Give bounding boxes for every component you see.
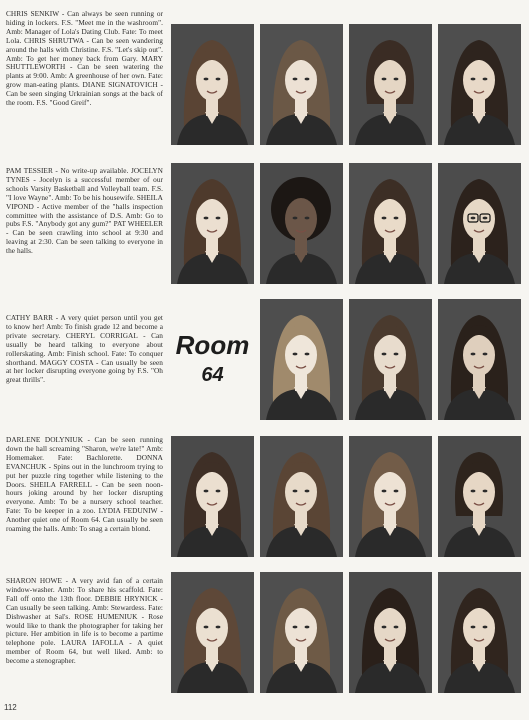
caption-text: CHRIS SENKIW - Can always be seen running or hiding in lockers. F.S. "Meet me in the washroom". Amb: Manager of Lola's Dating Club. Fate: To meet Lola. CHRIS SHRUTWA - Can be seen wandering around the halls with Christine. F.S. "Let's skip out". Amb: To get her money back from Gary. MARY SHUTTLEWORTH - Can be seen watering the plants at 9:00. Amb: A greenhouse of her own. Fate: grow man-eating plants. DIANE SIGNATOVICH - Can be seen singing Urkrainian songs at the back of the room. F.S. "Good Greif". <box>6 9 163 108</box>
room-word: Room <box>175 330 250 360</box>
caption-block-3 <box>6 314 163 385</box>
student-photo <box>260 299 343 420</box>
caption-block-2 <box>6 167 163 256</box>
room-label <box>171 330 254 400</box>
caption-text: PAM TESSIER - No write-up available. JOCELYN TYNES - Jocelyn is a successful member of our schools Varsity Basketball and Volleyball team. F.S. "I love Wayne". Amb: To be his housewife. SHEILA VIPOND - Active member of the "halls inspection committee with the assistance of D.S. Amb: Go to pubs F.S. "Anybody got any gum?" PAT WHEELER - Can be seen crawling into school at 9:30 and leaving at 2:30. Can be seen talking to everyone in the halls. <box>6 166 163 256</box>
student-photo <box>438 24 521 145</box>
caption-text: CATHY BARR - A very quiet person until you get to know her! Amb: To finish grade 12 and become a private secretary. CHERYL CORRIGAL - Can usually be heard talking to everyone about rollerskating. Amb: Finish school. Fate: To conquer shorthand. MAGGY COSTA - Can usually be seen at her locker disrupting everyone going by F.S. "Oh great thrills". <box>6 313 163 385</box>
room-number: 64 <box>201 364 224 386</box>
student-photo <box>438 163 521 284</box>
caption-block-4 <box>6 436 163 534</box>
photo-row <box>171 572 520 693</box>
student-photo <box>349 299 432 420</box>
photo-row <box>171 24 520 145</box>
student-photo <box>349 436 432 557</box>
photo-row <box>171 163 520 284</box>
student-photo <box>260 24 343 145</box>
caption-block-5 <box>6 577 163 666</box>
student-photo <box>171 163 254 284</box>
student-photo <box>171 24 254 145</box>
caption-text: DARLENE DOLYNIUK - Can be seen running down the hall screaming "Sharon, we're late!" Amb: Homemaker. Fate: Bachlorette. DONNA EVANCHUK - Spins out in the lunchroom trying to put her puzzle ring together while listening to the Doors. SHEILA FARRELL - Can be seen noon-hours joking around by her locker disrupting everyone. Amb: To be a nursery school teacher. Fate: To be keeper in a zoo. LYDIA FEDUNIW - Another quiet one of Room 64. Can usually be seen roaming the halls. Amb: To snag a certain blond. <box>6 435 163 534</box>
student-photo <box>438 572 521 693</box>
student-photo <box>349 24 432 145</box>
photo-row <box>171 436 520 557</box>
student-photo <box>349 163 432 284</box>
student-photo <box>260 163 343 284</box>
caption-block-1 <box>6 10 163 108</box>
student-photo <box>260 436 343 557</box>
student-photo <box>349 572 432 693</box>
student-photo <box>260 572 343 693</box>
page-number: 112 <box>4 703 17 712</box>
student-photo <box>171 572 254 693</box>
student-photo <box>438 436 521 557</box>
student-photo <box>438 299 521 420</box>
caption-text: SHARON HOWE - A very avid fan of a certain window-washer. Amb: To share his scaffold. Fate: Fall off onto the 13th floor. DEBBIE HRYNICK - Can usually be seen talking. Amb: Stewardess. Fate: Dishwasher at Sal's. ROSE HUMENIUK - Rose would like to thank the photographer for taking her picture. Her ambition in life is to become a partime telephone pole. LAURA IAFOLLA - A quiet member of Room 64, but well liked. Amb: to become a stenographer. <box>6 576 163 666</box>
student-photo <box>171 436 254 557</box>
